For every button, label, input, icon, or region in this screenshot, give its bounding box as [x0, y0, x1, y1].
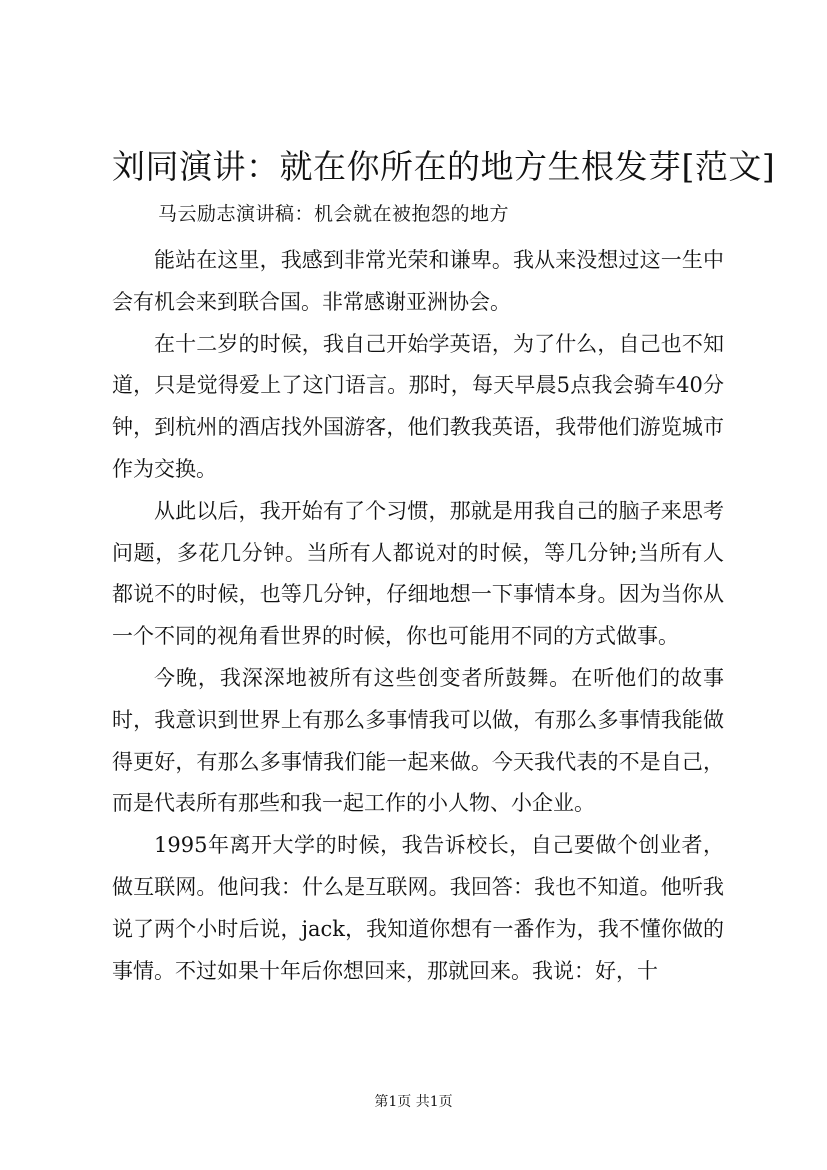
- paragraph: 能站在这里，我感到非常光荣和谦卑。我从来没想过这一生中会有机会来到联合国。非常感谢亚洲协会。: [112, 248, 724, 314]
- paragraph: 从此以后，我开始有了个习惯，那就是用我自己的脑子来思考问题，多花几分钟。当所有人都说对的时候，等几分钟;当所有人都说不的时候，也等几分钟，仔细地想一下事情本身。因为当你从一个不同的视角看世界的时候，你也可能用不同的方式做事。: [112, 498, 724, 649]
- page-footer: 第1页 共1页: [374, 1094, 453, 1110]
- paragraph: 1995年离开大学的时候，我告诉校长，自己要做个创业者，做互联网。他问我：什么是互联网。我回答：我也不知道。他听我说了两个小时后说，jack，我知道你想有一番作为，我不懂你做的事情。不过如果十年后你想回来，那就回来。我说：好，十: [112, 833, 724, 983]
- document-title: 刘同演讲：就在你所在的地方生根发芽[范文]: [112, 147, 776, 186]
- paragraph: 今晚，我深深地被所有这些创变者所鼓舞。在听他们的故事时，我意识到世界上有那么多事情我可以做，有那么多事情我能做得更好，有那么多事情我们能一起来做。今天我代表的不是自己，而是代表所有那些和我一起工作的小人物、小企业。: [112, 665, 724, 816]
- document-body: [112, 240, 724, 992]
- paragraph: 在十二岁的时候，我自己开始学英语，为了什么，自己也不知道，只是觉得爱上了这门语言。那时，每天早晨5点我会骑车40分钟，到杭州的酒店找外国游客，他们教我英语，我带他们游览城市作为交换。: [112, 331, 724, 481]
- document-subtitle: 马云励志演讲稿：机会就在被抱怨的地方: [158, 203, 510, 225]
